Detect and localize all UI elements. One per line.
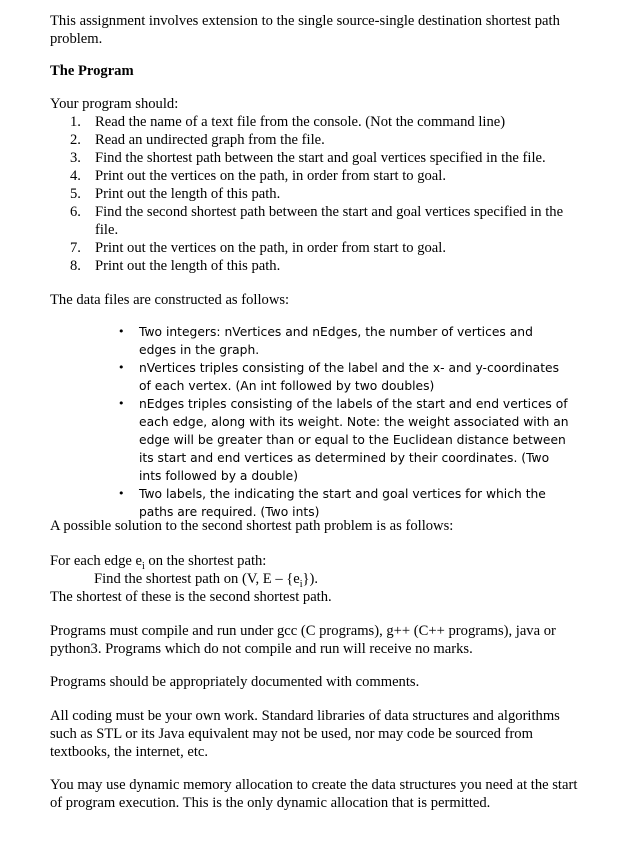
bullet-icon: • <box>118 361 125 374</box>
bullet-icon: • <box>118 397 125 410</box>
algorithm-line-1-prefix: For each edge e <box>50 553 142 569</box>
step-text: Print out the vertices on the path, in order from start to goal. <box>95 168 446 184</box>
algorithm-block <box>50 552 590 606</box>
step-item <box>50 203 570 239</box>
step-item <box>50 113 570 131</box>
step-text: Print out the length of this path. <box>95 258 281 274</box>
should-label: Your program should: <box>50 96 179 112</box>
algorithm-line-3: The shortest of these is the second shortest path. <box>50 589 332 605</box>
step-number: 7. <box>70 240 81 256</box>
step-item <box>50 257 570 275</box>
step-item <box>50 239 570 257</box>
algorithm-line-2-prefix: Find the shortest path on (V, E – {e <box>94 571 300 587</box>
data-format-item <box>110 323 570 359</box>
data-format-item <box>110 395 570 485</box>
data-format-text: nVertices triples consisting of the label and the x- and y-coordinates of each vertex. (An int followed by two doubles) <box>139 361 559 393</box>
step-item <box>50 131 570 149</box>
algorithm-line-1-suffix: on the shortest path: <box>144 553 267 569</box>
step-number: 1. <box>70 114 81 130</box>
algorithm-line-1-subscript: i <box>141 560 145 572</box>
step-number: 3. <box>70 150 81 166</box>
step-text: Print out the length of this path. <box>95 186 281 202</box>
program-heading: The Program <box>50 63 134 79</box>
intro-paragraph: This assignment involves extension to the single source-single destination shortest path problem. <box>50 13 560 47</box>
step-number: 2. <box>70 132 81 148</box>
data-files-label: The data files are constructed as follows: <box>50 292 290 308</box>
data-format-item <box>110 485 570 521</box>
step-text: Read an undirected graph from the file. <box>95 132 325 148</box>
documentation-note: Programs should be appropriately documented with comments. <box>50 674 420 690</box>
own-work-note: All coding must be your own work. Standard libraries of data structures and algorithms such as STL or its Java equivalent may not be used, nor may code be sourced from textbooks, the internet, etc. <box>50 708 560 760</box>
memory-note: You may use dynamic memory allocation to create the data structures you need at the start of program execution. This is the only dynamic allocation that is permitted. <box>50 777 578 811</box>
step-number: 8. <box>70 258 81 274</box>
steps-list <box>50 113 570 275</box>
bullet-icon: • <box>118 325 125 338</box>
data-format-text: Two labels, the indicating the start and goal vertices for which the paths are required. (Two ints) <box>139 487 546 519</box>
data-format-list <box>110 323 570 521</box>
bullet-icon: • <box>118 487 125 500</box>
step-text: Find the second shortest path between the start and goal vertices specified in the file. <box>95 204 564 238</box>
step-item <box>50 167 570 185</box>
step-number: 6. <box>70 204 81 220</box>
algorithm-line-1 <box>50 552 590 570</box>
data-format-item <box>110 359 570 395</box>
step-item <box>50 185 570 203</box>
step-text: Read the name of a text file from the console. (Not the command line) <box>95 114 506 130</box>
compile-note: Programs must compile and run under gcc (C programs), g++ (C++ programs), java or python3. Programs which do not compile and run will receive no marks. <box>50 623 556 657</box>
step-text: Print out the vertices on the path, in order from start to goal. <box>95 240 446 256</box>
data-format-text: Two integers: nVertices and nEdges, the number of vertices and edges in the graph. <box>139 325 533 357</box>
step-number: 4. <box>70 168 81 184</box>
step-item <box>50 149 570 167</box>
solution-intro: A possible solution to the second shortest path problem is as follows: <box>50 518 454 534</box>
algorithm-line-2-suffix: }). <box>302 571 319 587</box>
data-format-text: nEdges triples consisting of the labels of the start and end vertices of each edge, along with its weight. Note: the weight associated with an edge will be greater than or equal to the Euclidean distance between its start and end vertices as determined by their coordinates. (Two ints followed by a double) <box>139 397 569 483</box>
algorithm-line-2 <box>50 570 590 588</box>
algorithm-line-2-subscript: i <box>299 578 303 590</box>
step-number: 5. <box>70 186 81 202</box>
step-text: Find the shortest path between the start and goal vertices specified in the file. <box>95 150 546 166</box>
